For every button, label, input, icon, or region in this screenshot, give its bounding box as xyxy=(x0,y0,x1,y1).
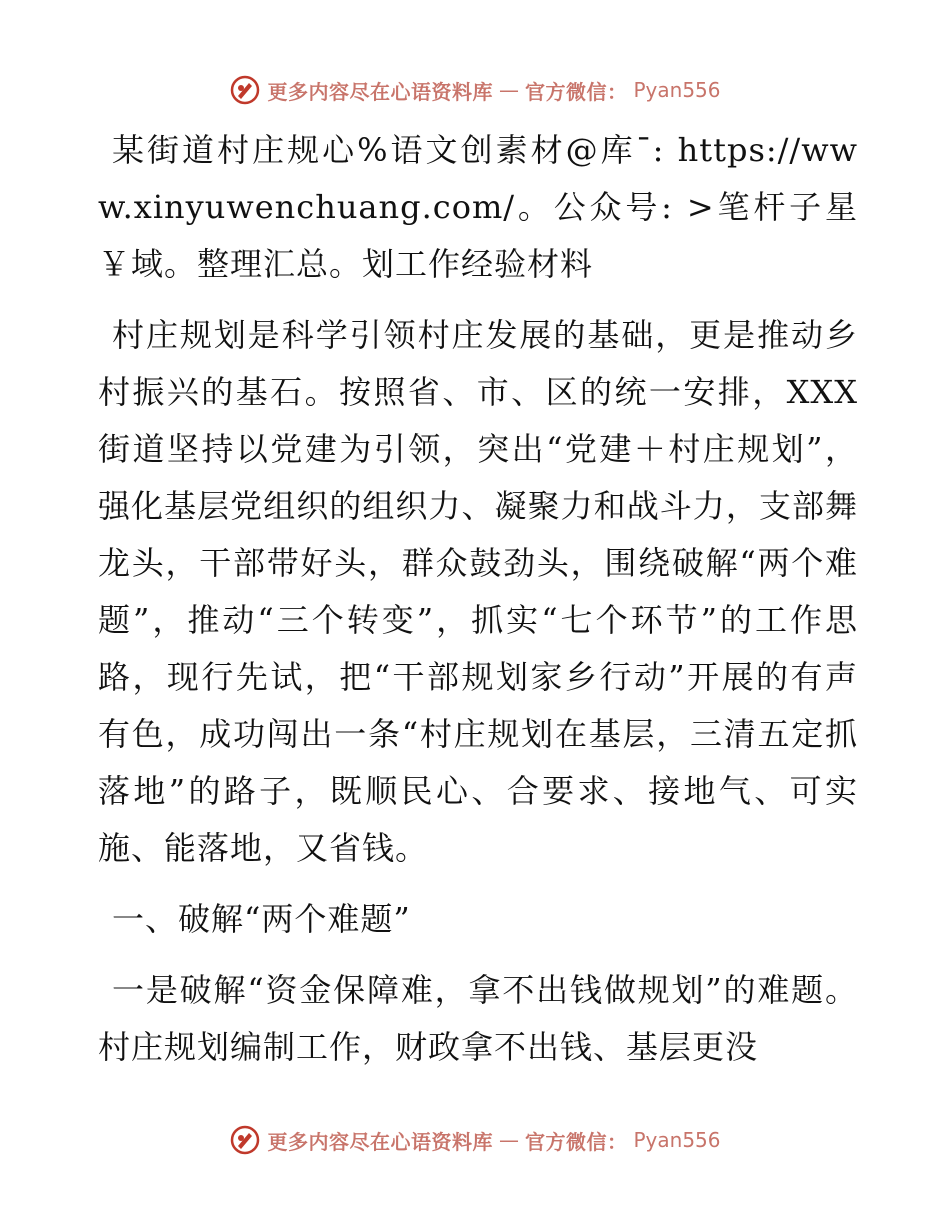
intro-paragraph: 某街道村庄规心%语文创素材@库¯: https://www.xinyuwenchuang.com/。公众号: >笔杆子星￥域。整理汇总。划工作经验材料 xyxy=(98,131,858,283)
banner-separator: — xyxy=(498,1128,519,1152)
section-paragraph: 一是破解“资金保障难，拿不出钱做规划”的难题。村庄规划编制工作，财政拿不出钱、基层更没 xyxy=(98,971,858,1066)
document-body xyxy=(98,122,858,1076)
overview-paragraph: 村庄规划是科学引领村庄发展的基础，更是推动乡村振兴的基石。按照省、市、区的统一安排，XXX街道坚持以党建为引领，突出“党建＋村庄规划”，强化基层党组织的组织力、凝聚力和战斗力，支部舞龙头，干部带好头，群众鼓劲头，围绕破解“两个难题”，推动“三个转变”，抓实“七个环节”的工作思路，现行先试，把“干部规划家乡行动”开展的有声有色，成功闯出一条“村庄规划在基层，三清五定抓落地”的路子，既顺民心、合要求、接地气、可实施、能落地，又省钱。 xyxy=(98,316,858,867)
brand-logo-icon xyxy=(229,1124,261,1156)
banner-title: 更多内容尽在心语资料库 xyxy=(267,1129,493,1154)
section-heading: 一、破解“两个难题” xyxy=(112,900,411,938)
banner-wechat-id: Pyan556 xyxy=(633,1128,721,1152)
header-banner xyxy=(0,70,950,110)
banner-separator: — xyxy=(498,78,519,102)
footer-banner xyxy=(0,1120,950,1160)
banner-title: 更多内容尽在心语资料库 xyxy=(267,79,493,104)
brand-logo-icon xyxy=(229,74,261,106)
banner-label: 官方微信： xyxy=(524,1129,628,1154)
banner-label: 官方微信： xyxy=(524,79,628,104)
banner-wechat-id: Pyan556 xyxy=(633,78,721,102)
